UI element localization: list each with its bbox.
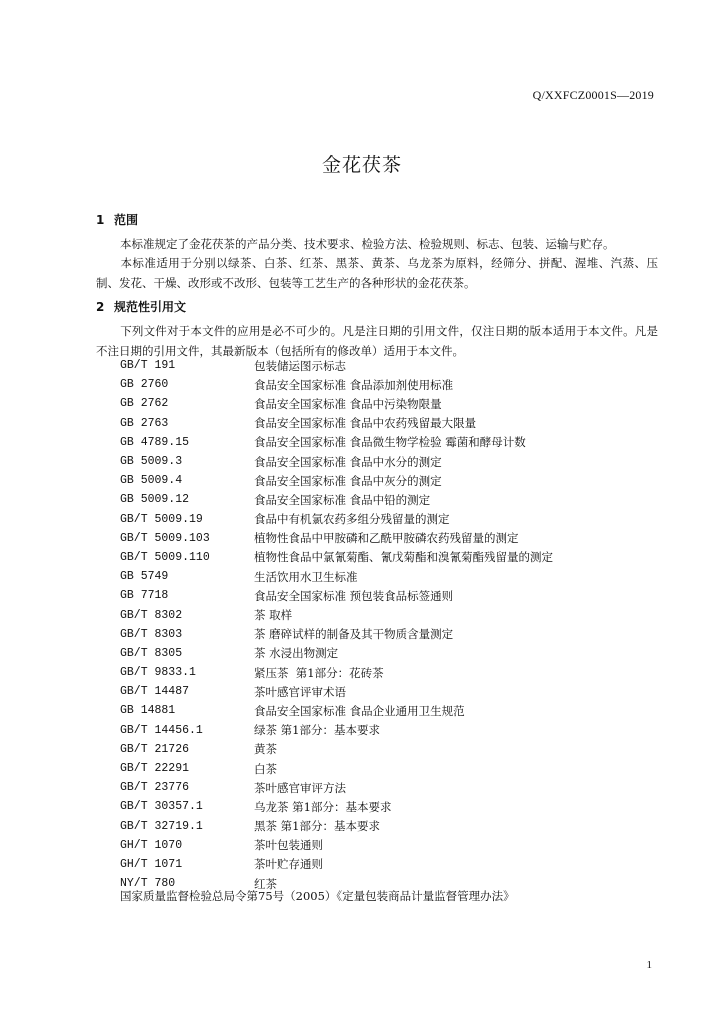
reference-code: GB 5749: [120, 570, 169, 584]
reference-title: 食品安全国家标准 食品中农药残留最大限量: [254, 416, 477, 431]
reference-row: [120, 394, 680, 413]
reference-title: 茶叶贮存通则: [254, 857, 323, 872]
reference-row: [120, 529, 680, 548]
reference-row: [120, 682, 680, 701]
reference-title: 食品安全国家标准 食品企业通用卫生规范: [254, 703, 465, 718]
standard-code: Q/XXFCZ0001S—2019: [532, 88, 654, 102]
section-title: 范围: [114, 213, 139, 227]
reference-row: [120, 740, 680, 759]
reference-code: GB/T 22291: [120, 762, 190, 776]
reference-row: [120, 605, 680, 624]
reference-code: GB/T 30357.1: [120, 800, 203, 814]
reference-code: GB/T 14487: [120, 685, 190, 699]
reference-row: [120, 797, 680, 816]
reference-code: GB/T 5009.103: [120, 531, 210, 545]
references-intro-paragraph: [96, 321, 658, 361]
reference-code: GB 5009.4: [120, 474, 183, 488]
reference-code: GB 5009.3: [120, 455, 183, 469]
reference-code: GB/T 9833.1: [120, 666, 196, 680]
reference-row: [120, 490, 680, 509]
reference-title: 黑茶 第1部分：基本要求: [254, 819, 380, 834]
section-number: 1: [96, 213, 105, 227]
reference-title: 茶 取样: [254, 608, 293, 623]
reference-row: [120, 586, 680, 605]
reference-title: 茶叶感官评审术语: [254, 684, 346, 699]
final-reference: 国家质量监督检验总局令第75号（2005）《定量包装商品计量监督管理办法》: [120, 889, 515, 903]
reference-title: 食品安全国家标准 食品中水分的测定: [254, 454, 442, 469]
reference-row: [120, 433, 680, 452]
reference-title: 红茶: [254, 876, 277, 891]
reference-title: 包装储运图示标志: [254, 358, 346, 373]
reference-title: 食品安全国家标准 食品中灰分的测定: [254, 473, 442, 488]
reference-title: 食品安全国家标准 食品添加剂使用标准: [254, 377, 454, 392]
paragraph-text: 本标准适用于分别以绿茶、白茶、红茶、黑茶、黄茶、乌龙茶为原料，经筛分、拼配、渥堆、汽蒸、压制、发花、干燥、改形或不改形、包装等工艺生产的各种形状的金花茯茶。: [96, 256, 658, 290]
reference-row: [120, 567, 680, 586]
reference-title: 植物性食品中氯氰菊酯、氰戊菊酯和溴氰菊酯残留量的测定: [254, 550, 553, 565]
reference-code: GB/T 32719.1: [120, 819, 203, 833]
reference-code: GB/T 5009.19: [120, 512, 203, 526]
section-heading-normative-references: [96, 298, 186, 315]
reference-title: 生活饮用水卫生标准: [254, 569, 358, 584]
reference-row: [120, 644, 680, 663]
reference-code: GB 2762: [120, 397, 169, 411]
reference-code: GB/T 21726: [120, 742, 190, 756]
reference-code: GB 2760: [120, 378, 169, 392]
reference-title: 白茶: [254, 761, 277, 776]
reference-row: [120, 759, 680, 778]
reference-row: [120, 452, 680, 471]
reference-row: [120, 510, 680, 529]
reference-title: 黄茶: [254, 742, 277, 757]
section-title: 规范性引用文: [114, 300, 187, 314]
reference-code: GB 5009.12: [120, 493, 190, 507]
reference-code: GB 14881: [120, 704, 176, 718]
reference-title: 茶叶包装通则: [254, 838, 323, 853]
reference-row: [120, 471, 680, 490]
reference-title: 茶 水浸出物测定: [254, 646, 339, 661]
reference-row: [120, 375, 680, 394]
reference-title: 茶 磨碎试样的制备及其干物质含量测定: [254, 627, 454, 642]
reference-row: [120, 701, 680, 720]
reference-code: GH/T 1070: [120, 838, 183, 852]
reference-row: [120, 548, 680, 567]
scope-paragraph-1: [96, 234, 658, 254]
reference-row: [120, 356, 680, 375]
reference-code: GB/T 8302: [120, 608, 183, 622]
reference-title: 食品安全国家标准 食品微生物学检验 霉菌和酵母计数: [254, 435, 526, 450]
page-number: 1: [646, 959, 652, 971]
reference-row: [120, 663, 680, 682]
reference-title: 食品安全国家标准 食品中铅的测定: [254, 492, 431, 507]
reference-code: GB 7718: [120, 589, 169, 603]
paragraph-text: 下列文件对于本文件的应用是必不可少的。凡是注日期的引用文件，仅注日期的版本适用于本文件。凡是不注日期的引用文件，其最新版本（包括所有的修改单）适用于本文件。: [96, 324, 658, 358]
reference-title: 食品中有机氯农药多组分残留量的测定: [254, 512, 450, 527]
reference-code: GB 2763: [120, 416, 169, 430]
reference-row: [120, 836, 680, 855]
document-title: 金花茯茶: [321, 154, 402, 176]
section-number: 2: [96, 300, 105, 314]
reference-code: GB 4789.15: [120, 435, 190, 449]
reference-row: [120, 778, 680, 797]
reference-code: GB/T 8303: [120, 627, 183, 641]
reference-title: 食品安全国家标准 预包装食品标签通则: [254, 588, 454, 603]
reference-code: GB/T 191: [120, 359, 176, 373]
reference-title: 茶叶感官审评方法: [254, 780, 346, 795]
reference-list: [120, 356, 680, 893]
reference-title: 乌龙茶 第1部分：基本要求: [254, 799, 392, 814]
reference-row: [120, 414, 680, 433]
reference-code: GB/T 8305: [120, 646, 183, 660]
reference-title: 绿茶 第1部分：基本要求: [254, 723, 380, 738]
reference-row: [120, 855, 680, 874]
reference-title: 植物性食品中甲胺磷和乙酰甲胺磷农药残留量的测定: [254, 531, 519, 546]
section-heading-scope: [96, 211, 138, 228]
reference-code: GB/T 23776: [120, 781, 190, 795]
reference-row: [120, 625, 680, 644]
paragraph-text: 本标准规定了金花茯茶的产品分类、技术要求、检验方法、检验规则、标志、包装、运输与贮存。: [120, 237, 615, 251]
reference-title: 紧压茶 第1部分：花砖茶: [254, 665, 384, 680]
reference-title: 食品安全国家标准 食品中污染物限量: [254, 396, 442, 411]
reference-row: [120, 817, 680, 836]
scope-paragraph-2: [96, 253, 658, 293]
reference-code: GB/T 14456.1: [120, 723, 203, 737]
reference-code: GH/T 1071: [120, 857, 183, 871]
reference-code: NY/T 780: [120, 877, 176, 891]
reference-code: GB/T 5009.110: [120, 550, 210, 564]
reference-row: [120, 721, 680, 740]
